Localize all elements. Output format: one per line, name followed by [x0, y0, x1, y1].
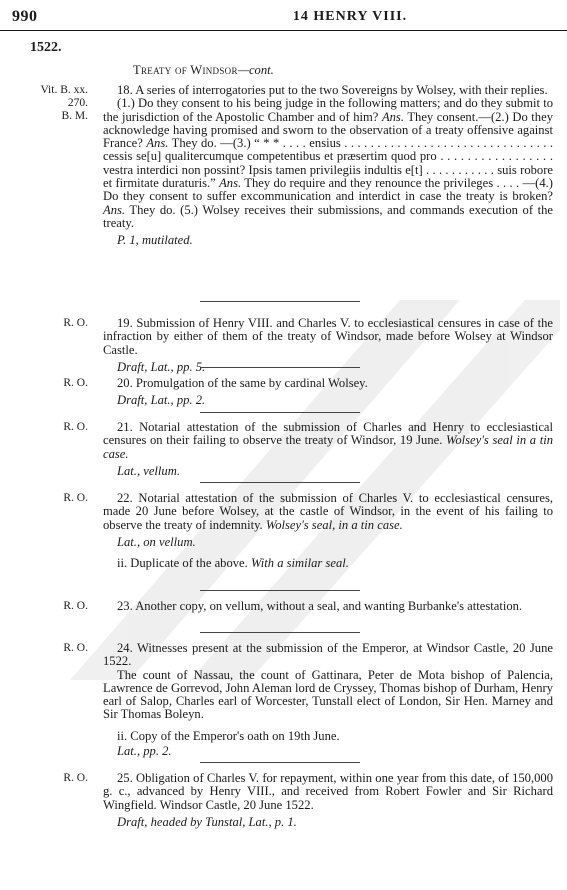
entry-20 [103, 377, 553, 408]
section-title-text: Treaty of Windsor [133, 63, 238, 77]
entry-19-note: Draft, Lat., pp. 5. [117, 359, 206, 374]
divider [200, 367, 360, 368]
entry-18-head: 18. A series of interrogatories put to the two Sovereigns by Wolsey, with their replies. [117, 83, 548, 97]
entry-20-note: Draft, Lat., pp. 2. [117, 393, 206, 408]
answer-label: Ans. [381, 109, 404, 124]
entry-23 [103, 600, 553, 613]
entry-22 [103, 492, 553, 570]
entry-22-sub-seal: With a similar seal. [250, 556, 349, 571]
divider [200, 632, 360, 633]
entry-24-note: Lat., pp. 2. [117, 744, 172, 759]
page-number: 990 [12, 8, 38, 25]
entry-18-body [103, 97, 553, 230]
entry-21 [103, 421, 553, 478]
running-title: 14 HENRY VIII. [292, 9, 408, 24]
margin-ref-vit [18, 84, 88, 123]
divider [200, 482, 360, 483]
divider [200, 412, 360, 413]
margin-ro: R. O. [63, 642, 88, 654]
entry-18 [103, 84, 553, 248]
entry-18-q5: They do. (5.) Wolsey receives their submissions, and commands execution of the treaty. [103, 202, 553, 230]
section-title [133, 63, 274, 78]
entry-18-q1: (1.) Do they consent to his being judge in the following matters; and do they submit to the jurisdiction of the Apostolic Chamber and of him? [103, 96, 553, 124]
entry-19 [103, 317, 553, 374]
entry-25-head: 25. Obligation of Charles V. for repayment, within one year from this date, of 150,000 g. c., advanced by Henry VIII., and received from Robert Fowler and Sir Richard Wingfield. Windsor Castle, 20 June 1522. [103, 771, 553, 812]
entry-21-note: Lat., vellum. [117, 463, 180, 478]
divider [200, 301, 360, 302]
entry-24 [103, 642, 553, 758]
entry-24-sub: ii. Copy of the Emperor's oath on 19th June. [117, 728, 340, 743]
entry-18-note: P. 1, mutilated. [117, 233, 193, 248]
entry-22-seal: Wolsey's seal, in a tin case. [265, 517, 403, 532]
margin-ref-line1: Vit. B. xx. [40, 84, 88, 96]
entry-25-note: Draft, headed by Tunstal, Lat., p. 1. [117, 814, 297, 829]
margin-ref-line3: B. M. [61, 110, 88, 122]
page-header [0, 0, 567, 31]
entry-22-head [103, 492, 553, 532]
entry-23-head: 23. Another copy, on vellum, without a seal, and wanting Burbanke's attestation. [117, 599, 523, 613]
entry-24-body: The count of Nassau, the count of Gattinara, Peter de Mota bishop of Palencia, Lawrence de Gorrevod, John Aleman lord de Cryssey, Thomas bishop of Durham, Henry earl of Salop, Charles earl of Worcester, Tunstall elect of London, Sir Hen. Marney and Sir Thomas Boleyn. [103, 667, 553, 722]
answer-label: Ans. [219, 176, 242, 191]
entry-22-sub [103, 557, 553, 570]
entry-24-head: 24. Witnesses present at the submission of the Emperor, at Windsor Castle, 20 June 1522. [103, 641, 553, 669]
answer-label: Ans. [103, 202, 126, 217]
section-title-cont: —cont. [237, 63, 274, 77]
year-heading: 1522. [30, 40, 62, 55]
entry-18-q2: They consent.—(2.) Do they acknowledge having promised and sworn to the observation of a treaty offensive against France? [103, 109, 553, 151]
margin-ro: R. O. [63, 421, 88, 433]
margin-ro: R. O. [63, 317, 88, 329]
margin-ro: R. O. [63, 772, 88, 784]
entry-22-head-text: 22. Notarial attestation of the submission of Charles V. to ecclesiastical censures, made 20 June before Wolsey, at the castle of Windsor, in the event of his failing to observe the treaty of indemnity. [103, 491, 553, 532]
entry-18-q3: They do. —(3.) “ * * . . . . ensius . . . . . . . . . . . . . . . . . . . . . . . . . . . . . . . . cessis se[u] qualitercumque competentibus et præsertim quod pro . . . . . . . . . . . . . . . . . vestra interdici non possint? Ipsis tamen privilegiis indultis e[t] . . . . . . . . . . . suis robore et firmitate duraturis.” [103, 136, 553, 191]
entry-21-head-text: 21. Notarial attestation of the submission of Charles and Henry to ecclesiastical censures on their failing to observe the treaty of Windsor, 19 June. [103, 420, 553, 448]
entry-22-note: Lat., on vellum. [117, 534, 196, 549]
divider [200, 590, 360, 591]
entry-22-sub-text: ii. Duplicate of the above. [117, 556, 248, 571]
entry-25 [103, 772, 553, 829]
margin-ro: R. O. [63, 492, 88, 504]
answer-label: Ans. [146, 136, 169, 151]
entry-19-head: 19. Submission of Henry VIII. and Charles V. to ecclesiastical censures in case of the infraction by either of them of the treaty of Windsor, made before Wolsey at Windsor Castle. [103, 316, 553, 357]
margin-ref-line2: 270. [67, 97, 88, 109]
margin-ro: R. O. [63, 600, 88, 612]
divider [200, 762, 360, 763]
entry-21-seal: Wolsey's seal in a tin case. [103, 433, 553, 461]
margin-ro: R. O. [63, 377, 88, 389]
entry-20-head: 20. Promulgation of the same by cardinal Wolsey. [117, 376, 368, 390]
entry-21-head [103, 421, 553, 461]
entry-18-q4: They do require and they renounce the privileges . . . . —(4.) Do they consent to suffer excommunication and interdict in case the treaty is broken? [103, 176, 553, 204]
